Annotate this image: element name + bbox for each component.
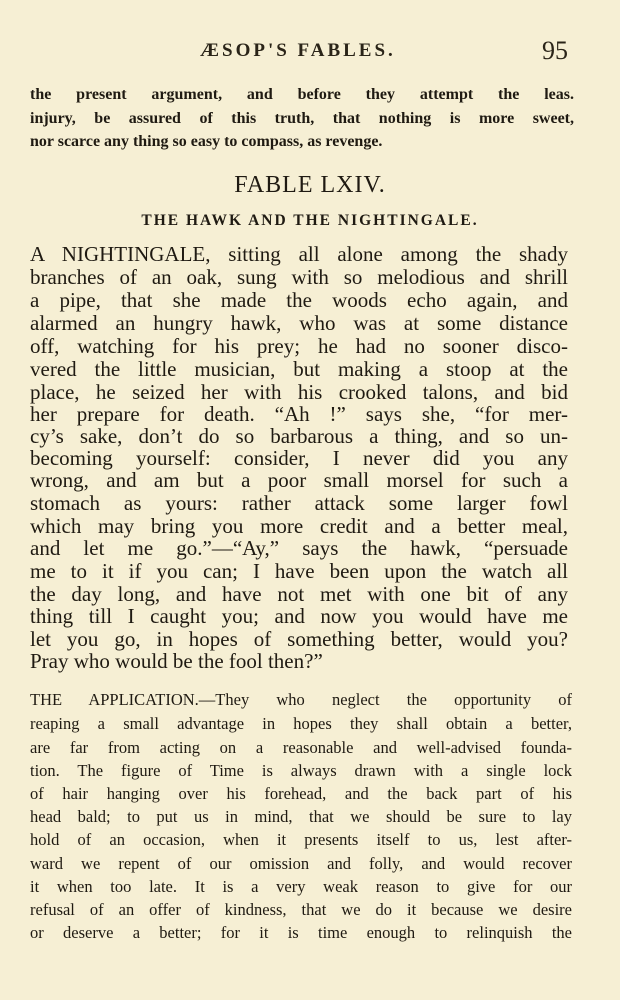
- text-line: nor scarce any thing so easy to compass, as revenge.: [30, 133, 383, 150]
- text-line: vered the little musician, but making a stoop at the: [30, 357, 568, 381]
- text-line: hold of an occasion, when it presents itself to us, lest after-: [30, 830, 572, 849]
- text-line: me to it if you can; I have been upon the watch all: [30, 559, 568, 583]
- text-line: place, he seized her with his crooked talons, and bid: [30, 380, 568, 404]
- fable-title: FABLE LXIV.: [234, 172, 386, 198]
- text-line: which may bring you more credit and a better meal,: [30, 514, 568, 538]
- text-line: alarmed an hungry hawk, who was at some distance: [30, 311, 568, 335]
- text-line: becoming yourself: consider, I never did you any: [30, 446, 568, 470]
- text-line: stomach as yours: rather attack some larger fowl: [30, 491, 568, 515]
- text-line: wrong, and am but a poor small morsel for such a: [30, 468, 568, 492]
- text-line: the day long, and have not met with one bit of any: [30, 582, 568, 606]
- text-line: or deserve a better; for it is time enough to relinquish the: [30, 923, 572, 942]
- text-line: are far from acting on a reasonable and well-advised founda-: [30, 738, 572, 757]
- text-line: ward we repent of our omission and folly, and would recover: [30, 854, 572, 873]
- text-line: refusal of an offer of kindness, that we do it because we desire: [30, 900, 572, 919]
- fable-subtitle: THE HAWK AND THE NIGHTINGALE.: [141, 212, 479, 229]
- running-title: ÆSOP'S FABLES.: [200, 40, 396, 61]
- text-line: A NIGHTINGALE, sitting all alone among the shady: [30, 242, 568, 266]
- text-line: the present argument, and before they attempt the leas.: [30, 86, 574, 103]
- text-line: cy’s sake, don’t do so barbarous a thing, and so un-: [30, 424, 568, 448]
- text-line: let you go, in hopes of something better, would you?: [30, 627, 568, 651]
- page-header: [0, 36, 620, 66]
- text-line: injury, be assured of this truth, that nothing is more sweet,: [30, 110, 574, 127]
- text-line: thing till I caught you; and now you would have me: [30, 604, 568, 628]
- text-line: off, watching for his prey; he had no sooner disco-: [30, 334, 568, 358]
- text-line: of hair hanging over his forehead, and the back part of his: [30, 784, 572, 803]
- text-line: head bald; to put us in mind, that we should be sure to lay: [30, 807, 572, 826]
- text-line: reaping a small advantage in hopes they shall obtain a better,: [30, 714, 572, 733]
- text-line: and let me go.”—“Ay,” says the hawk, “persuade: [30, 536, 568, 560]
- text-line: branches of an oak, sung with so melodious and shrill: [30, 265, 568, 289]
- text-line: tion. The figure of Time is always drawn with a single lock: [30, 761, 572, 780]
- text-line: Pray who would be the fool then?”: [30, 649, 323, 673]
- text-line: it when too late. It is a very weak reason to give for our: [30, 877, 572, 896]
- text-line: THE APPLICATION.—They who neglect the opportunity of: [30, 690, 572, 709]
- text-line: her prepare for death. “Ah !” says she, “for mer-: [30, 402, 568, 426]
- page-number: 95: [542, 36, 568, 65]
- text-line: a pipe, that she made the woods echo again, and: [30, 288, 568, 312]
